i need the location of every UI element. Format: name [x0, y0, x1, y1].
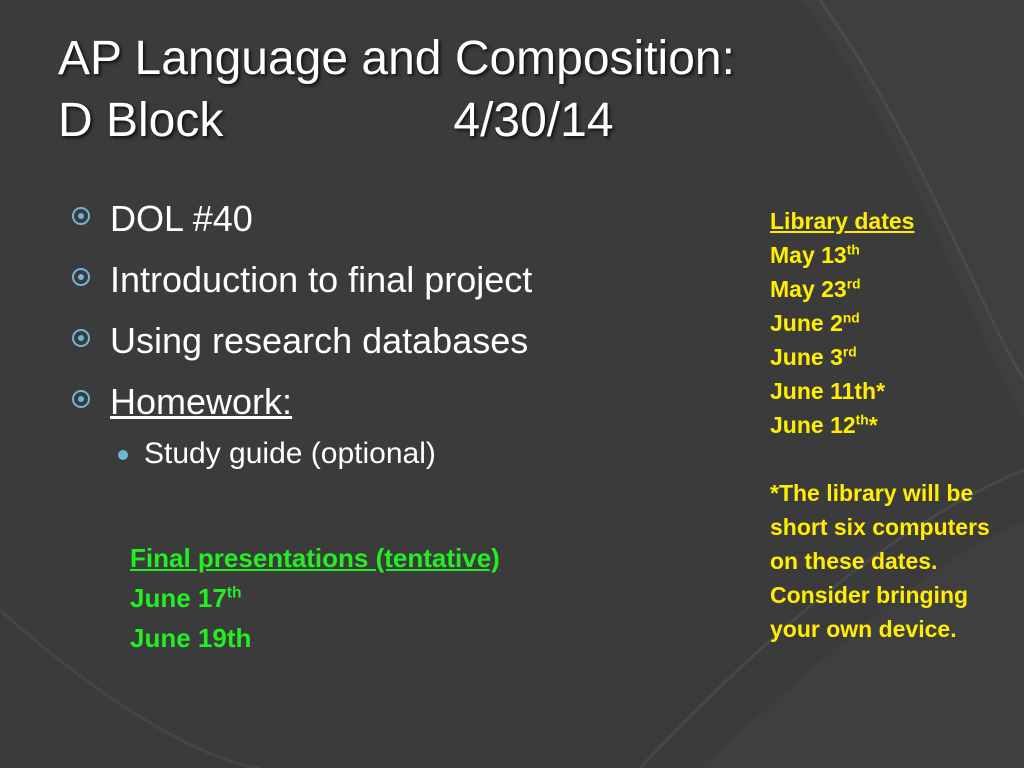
final-date: June 19th [130, 623, 252, 653]
agenda-item-label: Using research databases [110, 320, 529, 361]
agenda-item-homework [68, 371, 532, 432]
library-dates [770, 204, 1000, 646]
final-presentations [130, 538, 500, 658]
title-line-2 [58, 90, 735, 152]
library-date: May 13th [770, 242, 860, 268]
agenda-item [68, 188, 532, 249]
agenda-item [68, 310, 532, 371]
dot-icon [118, 450, 128, 460]
title-line-1: AP Language and Composition: [58, 32, 735, 85]
agenda-item [68, 249, 532, 310]
library-date: May 23rd [770, 276, 861, 302]
circled-dot-icon [72, 268, 90, 286]
circled-dot-icon [72, 390, 90, 408]
library-date: June 12th* [770, 412, 878, 438]
title-block: D Block [58, 94, 224, 147]
final-presentations-heading: Final presentations (tentative) [130, 543, 500, 573]
circled-dot-icon [72, 329, 90, 347]
slide-title [58, 28, 735, 152]
agenda-list [68, 188, 532, 476]
library-date: June 2nd [770, 310, 860, 336]
library-date: June 11th* [770, 378, 886, 404]
final-date: June 17th [130, 583, 242, 613]
library-note: *The library will be short six computers on these dates. Consider bringing your own device. [770, 480, 990, 642]
circled-dot-icon [72, 207, 90, 225]
homework-label: Homework: [110, 381, 293, 422]
homework-subitem [68, 432, 532, 476]
library-dates-heading: Library dates [770, 208, 915, 234]
agenda-item-label: Introduction to final project [110, 259, 533, 300]
library-date: June 3rd [770, 344, 857, 370]
homework-subitem-label: Study guide (optional) [144, 437, 436, 470]
title-date: 4/30/14 [453, 94, 614, 147]
agenda-item-label: DOL #40 [110, 198, 253, 239]
